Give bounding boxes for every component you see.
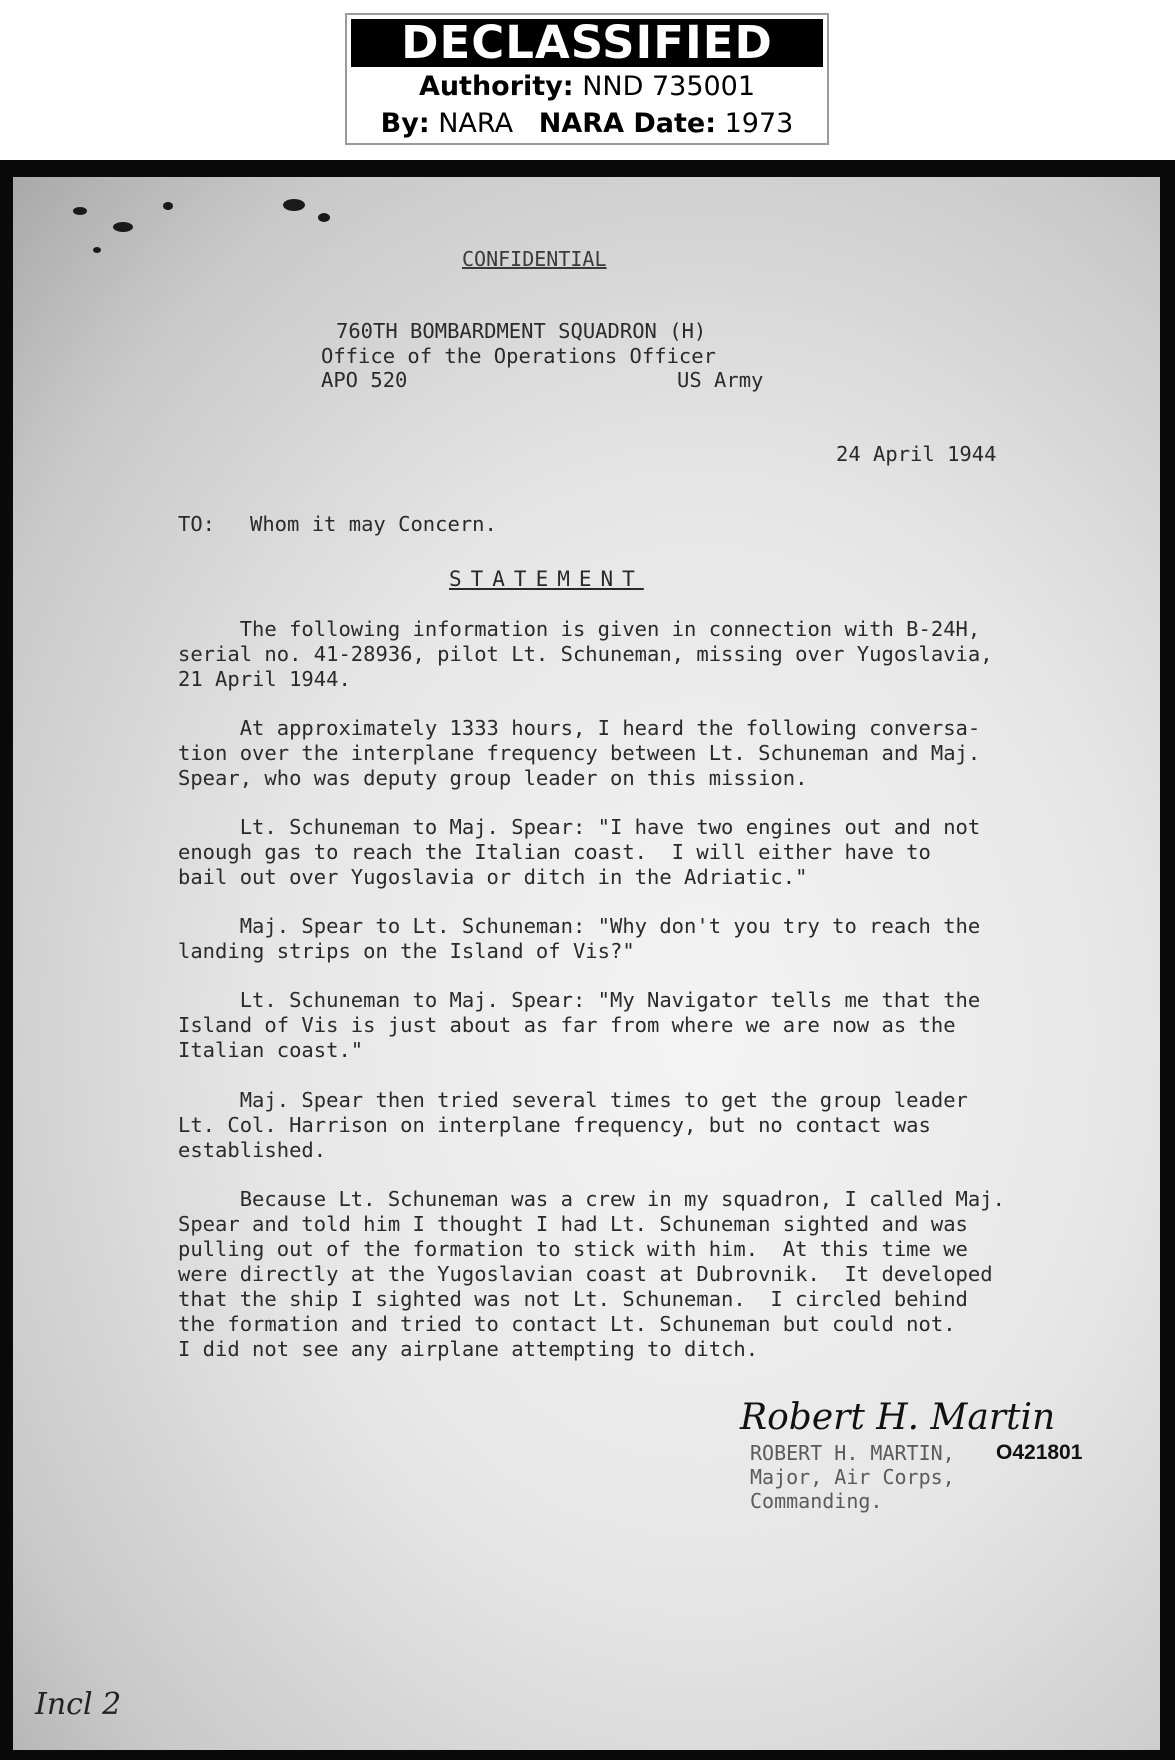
ink-speck bbox=[163, 202, 173, 210]
stamp-authority-label: Authority: bbox=[418, 71, 574, 102]
office-name: Office of the Operations Officer bbox=[321, 344, 716, 368]
paragraph-6: Maj. Spear then tried several times to get the group leader Lt. Col. Harrison on interplane frequency, but no contact was established. bbox=[178, 1088, 968, 1162]
paragraph-7: Because Lt. Schuneman was a crew in my squadron, I called Maj. Spear and told him I thought I had Lt. Schuneman sighted and was pulling out of the formation to stick with him. At this time we were directly at the Yugoslavian coast at Dubrovnik. It developed that the ship I sighted was not Lt. Schuneman. I circled behind the formation and tried to contact Lt. Schuneman but could not. I did not see any airplane attempting to ditch. bbox=[178, 1187, 1005, 1361]
ink-speck bbox=[73, 207, 87, 215]
paper-sheet bbox=[13, 177, 1160, 1750]
classification-heading: CONFIDENTIAL bbox=[462, 247, 607, 271]
statement-title: STATEMENT bbox=[449, 567, 644, 591]
army-label: US Army bbox=[677, 368, 764, 392]
ink-speck bbox=[318, 213, 330, 222]
signer-block: ROBERT H. MARTIN, Major, Air Corps, Commanding. bbox=[750, 1441, 955, 1513]
handwritten-signature: Robert H. Martin bbox=[740, 1397, 1056, 1438]
stamp-title: DECLASSIFIED bbox=[351, 19, 823, 67]
stamp-by-value: NARA bbox=[438, 108, 514, 139]
paragraph-3: Lt. Schuneman to Maj. Spear: "I have two engines out and not enough gas to reach the Italian coast. I will either have to bail out over Yugoslavia or ditch in the Adriatic." bbox=[178, 815, 981, 889]
to-label: TO: bbox=[178, 512, 216, 536]
paragraph-5: Lt. Schuneman to Maj. Spear: "My Navigator tells me that the Island of Vis is just about as far from where we are now as the Italian coast." bbox=[178, 988, 981, 1062]
to-recipient: Whom it may Concern. bbox=[250, 512, 497, 536]
enclosure-note: Incl 2 bbox=[35, 1687, 122, 1722]
apo-number: APO 520 bbox=[321, 368, 408, 392]
stamp-date-label: NARA Date: bbox=[538, 108, 717, 139]
document-date: 24 April 1944 bbox=[836, 442, 997, 466]
stamp-by-date bbox=[347, 108, 827, 139]
signer-serial: O421801 bbox=[996, 1441, 1083, 1464]
ink-speck bbox=[113, 222, 133, 232]
stamp-date-value: 1973 bbox=[724, 108, 794, 139]
unit-name: 760TH BOMBARDMENT SQUADRON (H) bbox=[336, 319, 707, 343]
paragraph-2: At approximately 1333 hours, I heard the following conversa- tion over the interplane frequency between Lt. Schuneman and Maj. Spear, who was deputy group leader on this mission. bbox=[178, 716, 981, 790]
stamp-authority bbox=[347, 71, 827, 102]
declassified-stamp bbox=[345, 13, 829, 145]
paragraph-1: The following information is given in connection with B-24H, serial no. 41-28936, pilot Lt. Schuneman, missing over Yugoslavia, 21 April 1944. bbox=[178, 617, 993, 691]
ink-speck bbox=[283, 199, 305, 211]
paragraph-4: Maj. Spear to Lt. Schuneman: "Why don't you try to reach the landing strips on the Island of Vis?" bbox=[178, 914, 981, 963]
stamp-by-label: By: bbox=[380, 108, 430, 139]
ink-speck bbox=[93, 247, 101, 253]
scanned-page bbox=[0, 160, 1175, 1760]
stamp-authority-value: NND 735001 bbox=[582, 71, 756, 102]
